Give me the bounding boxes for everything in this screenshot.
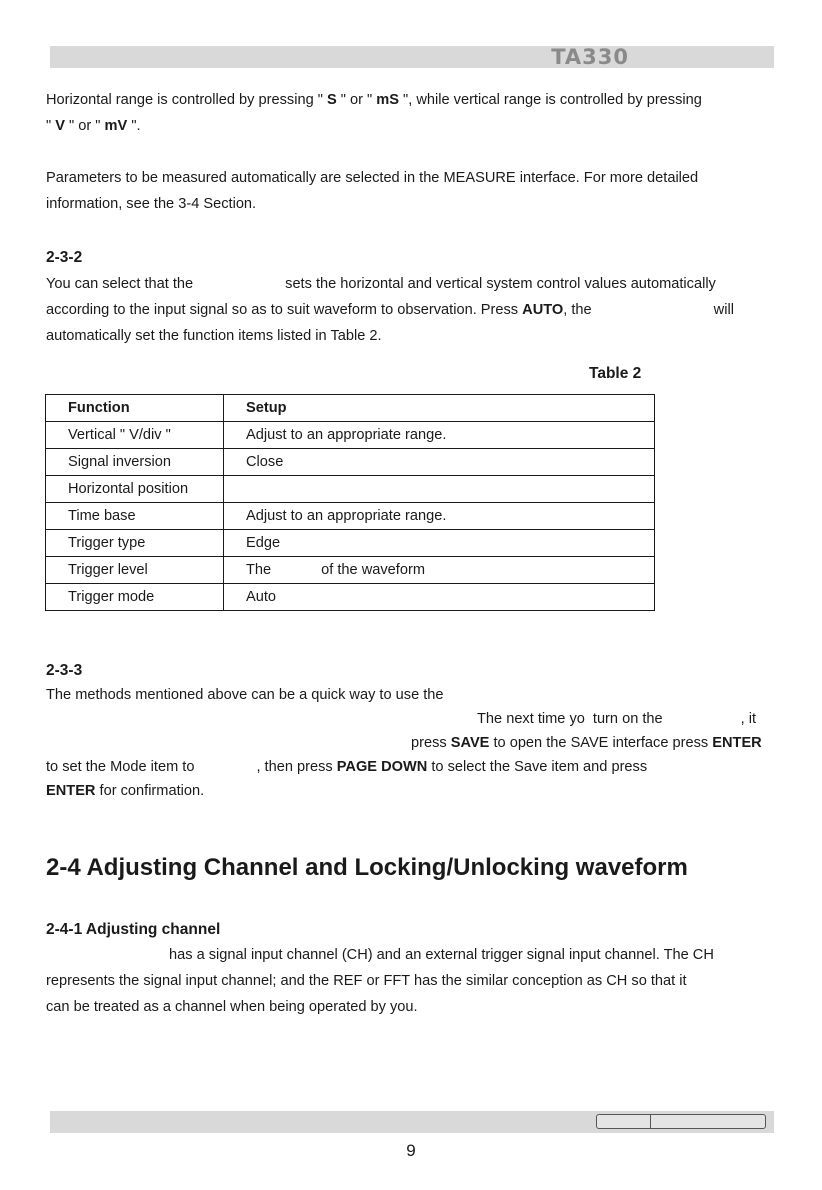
table-cell-setup: Adjust to an appropriate range. — [224, 422, 655, 449]
key-page-down: PAGE DOWN — [336, 759, 428, 775]
s232-l2b: , the — [563, 302, 592, 318]
table-header-row — [46, 395, 655, 422]
trigger-level-suffix: of the waveform — [321, 562, 425, 578]
p1-text-a: Horizontal range is controlled by pressing " — [46, 92, 327, 108]
footer-tab-shape — [596, 1114, 766, 1129]
p2-line-1: Parameters to be measured automatically are selected in the MEASURE interface. For more detailed — [46, 170, 699, 186]
key-s: S — [326, 92, 337, 108]
s241-l1: has a signal input channel (CH) and an external trigger signal input channel. The CH — [169, 947, 714, 963]
s233-l2a: The next time yo — [477, 711, 585, 727]
table-cell-setup: Auto — [224, 584, 655, 611]
table-row — [46, 476, 655, 503]
paragraph-save-setup — [46, 683, 786, 803]
key-ms: mS — [376, 92, 399, 108]
trigger-level-prefix: The — [246, 562, 272, 578]
header-bar — [50, 46, 774, 68]
s232-l1b: sets the horizontal and vertical system control values automatically — [285, 276, 716, 292]
footer-bar — [50, 1111, 774, 1133]
s233-l4c: to select the Save item and press — [427, 759, 648, 775]
s233-l2b: turn on the — [592, 711, 663, 727]
paragraph-range-control — [46, 87, 786, 139]
key-mv: mV — [104, 118, 128, 134]
table-row — [46, 422, 655, 449]
table-cell-setup: Edge — [224, 530, 655, 557]
key-enter-confirm: ENTER — [46, 783, 96, 799]
table-cell-function: Trigger type — [46, 530, 224, 557]
page-number: 9 — [406, 1141, 416, 1160]
table-row — [46, 449, 655, 476]
s233-l4a: to set the Mode item to — [46, 759, 195, 775]
table-cell-setup: Close — [224, 449, 655, 476]
auto-settings-table — [45, 394, 655, 611]
s233-l2c: , it — [740, 711, 757, 727]
footer-tab-divider — [650, 1115, 651, 1128]
p1-text-b: " or " — [336, 92, 377, 108]
paragraph-auto-setup — [46, 271, 786, 349]
table-cell-function: Vertical " V/div " — [46, 422, 224, 449]
s232-l2a: according to the input signal so as to suit waveform to observation. Press — [46, 302, 523, 318]
p1-text-d: " — [46, 118, 56, 134]
p2-line-2: information, see the 3-4 Section. — [46, 196, 257, 212]
section-label-2-3-2: 2-3-2 — [46, 249, 83, 266]
key-save: SAVE — [450, 735, 490, 751]
table-row — [46, 503, 655, 530]
header-title: TA330 — [551, 45, 629, 69]
table-row — [46, 584, 655, 611]
paragraph-measure-parameters — [46, 165, 786, 217]
table-cell-setup — [224, 557, 655, 584]
section-heading-2-4: 2-4 Adjusting Channel and Locking/Unlocking waveform — [46, 854, 688, 881]
s233-l5a: for confirmation. — [95, 783, 205, 799]
p1-text-f: ". — [127, 118, 141, 134]
table-header-function: Function — [46, 395, 224, 422]
key-auto: AUTO — [522, 302, 564, 318]
section-label-2-3-3: 2-3-3 — [46, 662, 83, 679]
s233-l4b: , then press — [256, 759, 337, 775]
s241-l2: represents the signal input channel; and the REF or FFT has the similar conception as CH so that it — [46, 973, 687, 989]
table-cell-function: Signal inversion — [46, 449, 224, 476]
table-header-setup: Setup — [224, 395, 655, 422]
section-label-2-4-1: 2-4-1 Adjusting channel — [46, 921, 221, 938]
p1-text-c: ", while vertical range is controlled by pressing — [399, 92, 702, 108]
table-cell-function: Time base — [46, 503, 224, 530]
table-row — [46, 557, 655, 584]
table-cell-function: Trigger level — [46, 557, 224, 584]
table-cell-setup: Adjust to an appropriate range. — [224, 503, 655, 530]
s241-l3: can be treated as a channel when being operated by you. — [46, 999, 418, 1015]
s233-l1: The methods mentioned above can be a quick way to use the — [46, 687, 444, 703]
table-caption: Table 2 — [589, 365, 642, 382]
s233-l3a: press — [411, 735, 451, 751]
key-v: V — [55, 118, 65, 134]
table-row — [46, 530, 655, 557]
key-enter: ENTER — [712, 735, 762, 751]
paragraph-adjusting-channel — [46, 942, 786, 1020]
s232-l3: automatically set the function items listed in Table 2. — [46, 328, 382, 344]
s232-l1a: You can select that the — [46, 276, 194, 292]
p1-text-e: " or " — [64, 118, 105, 134]
s232-l2c: will — [713, 302, 734, 318]
table-cell-function: Trigger mode — [46, 584, 224, 611]
table-cell-function: Horizontal position — [46, 476, 224, 503]
s233-l3b: to open the SAVE interface press — [489, 735, 713, 751]
table-cell-setup — [224, 476, 655, 503]
